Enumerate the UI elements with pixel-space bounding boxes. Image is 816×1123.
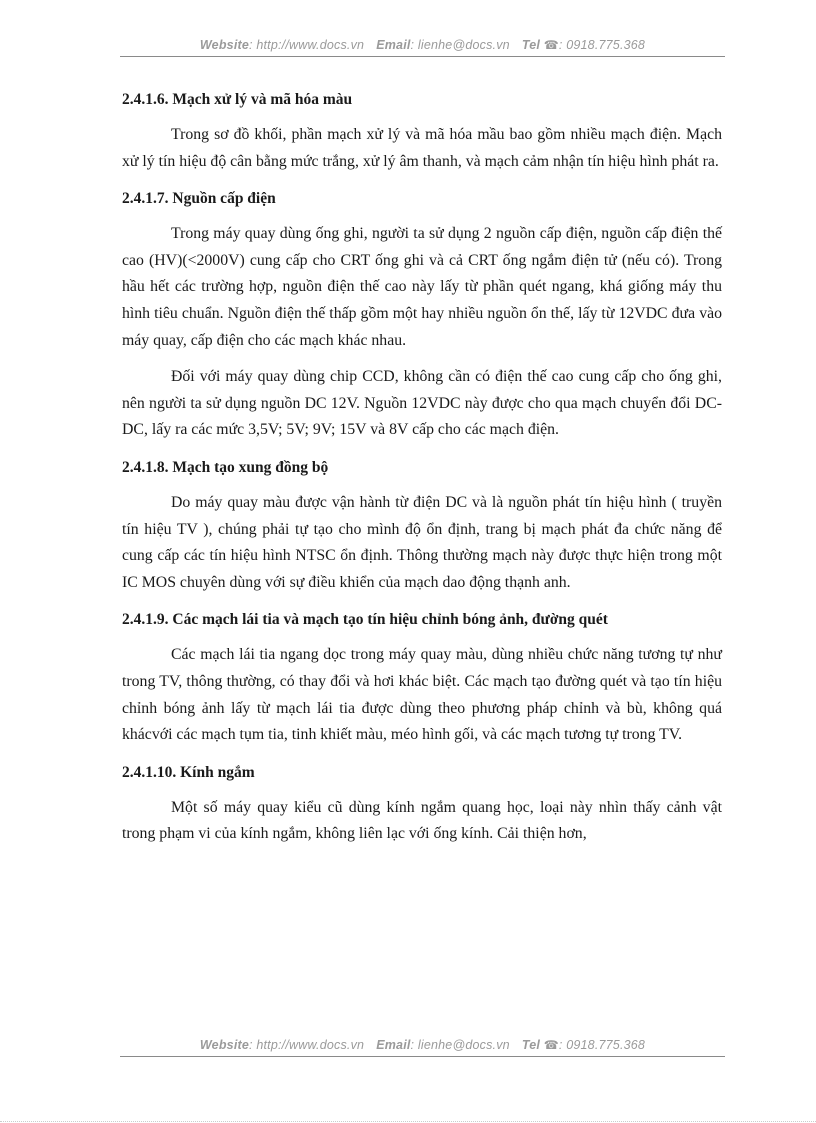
header-email-value: : lienhe@docs.vn <box>410 38 510 52</box>
section-heading: 2.4.1.6. Mạch xử lý và mã hóa màu <box>122 91 353 108</box>
page-header <box>120 38 725 52</box>
footer-tel-label: Tel <box>521 1038 541 1052</box>
paragraph: Trong máy quay dùng ống ghi, người ta sử dụng 2 nguồn cấp điện, nguồn cấp điện thế cao (HV)(<2000V) cung cấp cho CRT ống ghi và cả CRT ống ngắm điện tử (nếu có). Trong hầu hết các trường hợp, nguồn điện thế cao này lấy từ phần quét ngang, khá giống máy thu hình tiêu chuẩn. Nguồn điện thế thấp gồm một hay nhiều nguồn ổn thế, lấy từ 12VDC đưa vào máy quay, cấp điện cho các mạch khác nhau. <box>122 225 722 349</box>
document-body <box>122 86 722 848</box>
footer-divider <box>120 1056 725 1057</box>
phone-icon: ☎ <box>543 38 559 52</box>
header-tel-value: : 0918.775.368 <box>558 38 646 52</box>
footer-email-value: : lienhe@docs.vn <box>410 1038 510 1052</box>
footer-email-label: Email <box>376 1038 411 1052</box>
section-heading: 2.4.1.7. Nguồn cấp điện <box>122 190 276 208</box>
header-website-label: Website <box>199 38 250 52</box>
paragraph: Đối với máy quay dùng chip CCD, không cần có điện thế cao cung cấp cho ống ghi, nên người ta sử dụng nguồn DC 12V. Nguồn 12VDC này được cho qua mạch chuyển đổi DC-DC, lấy ra các mức 3,5V; 5V; 9V; 15V và 8V cấp cho các mạch điện. <box>122 368 722 439</box>
page-footer <box>120 1038 725 1052</box>
paragraph: Trong sơ đồ khối, phần mạch xử lý và mã hóa mầu bao gồm nhiều mạch điện. Mạch xử lý tín hiệu độ cân bằng mức trắng, xử lý âm thanh, và mạch cảm nhận tín hiệu hình phát ra. <box>122 126 722 170</box>
header-tel-label: Tel <box>521 38 541 52</box>
header-email-label: Email <box>376 38 411 52</box>
header-website-value: : http://www.docs.vn <box>249 38 365 52</box>
footer-website-value: : http://www.docs.vn <box>249 1038 365 1052</box>
section-heading: 2.4.1.9. Các mạch lái tia và mạch tạo tín hiệu chỉnh bóng ảnh, đường quét <box>122 611 608 629</box>
section-heading: 2.4.1.10. Kính ngắm <box>122 763 255 781</box>
page-bottom-edge <box>0 1121 816 1122</box>
footer-tel-value: : 0918.775.368 <box>558 1038 646 1052</box>
section-heading: 2.4.1.8. Mạch tạo xung đồng bộ <box>122 458 329 476</box>
paragraph: Một số máy quay kiểu cũ dùng kính ngắm quang học, loại này nhìn thấy cảnh vật trong phạm vi của kính ngắm, không liên lạc với ống kính. Cải thiện hơn, <box>122 798 722 843</box>
paragraph: Các mạch lái tia ngang dọc trong máy quay màu, dùng nhiều chức năng tương tự như trong TV, thông thường, có thay đổi và hơi khác biệt. Các mạch tạo đường quét và tạo tín hiệu chỉnh bóng ảnh lấy từ mạch lái tia được dùng theo phương pháp chỉnh và bù, không quá khácvới các mạch tụm tia, tinh khiết màu, méo hình gối, và các mạch tương tự trong TV. <box>122 646 722 744</box>
paragraph: Do máy quay màu được vận hành từ điện DC và là nguồn phát tín hiệu hình ( truyền tín hiệu TV ), chúng phải tự tạo cho mình độ ổn định, trang bị mạch phát đa chức năng để cung cấp các tín hiệu hình NTSC ổn định. Thông thường mạch này được thực hiện trong một IC MOS chuyên dùng với sự điều khiển của mạch dao động thạnh anh. <box>122 493 722 591</box>
phone-icon: ☎ <box>543 1038 559 1052</box>
header-divider <box>120 56 725 57</box>
footer-website-label: Website <box>199 1038 250 1052</box>
